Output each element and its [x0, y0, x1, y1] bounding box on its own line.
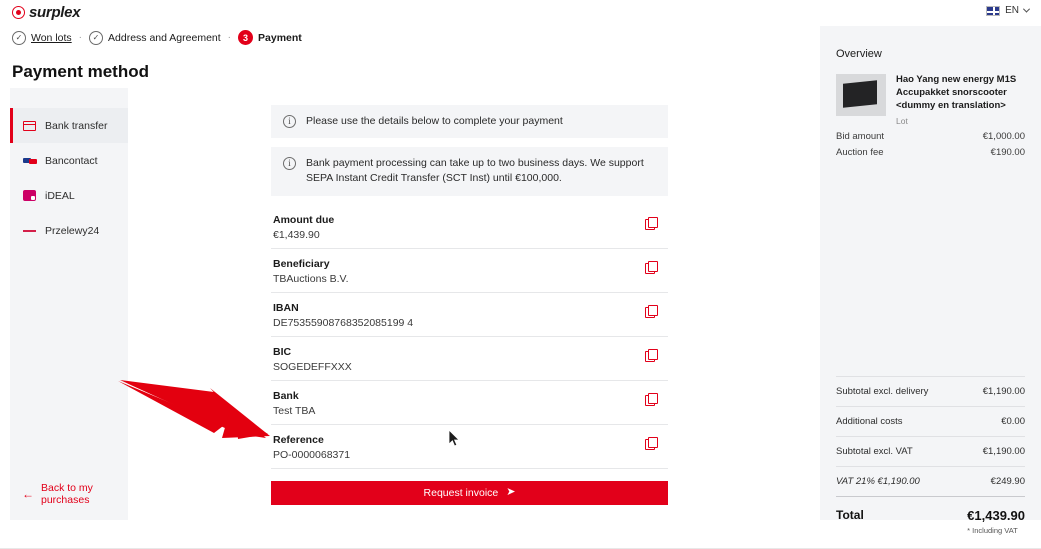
line-value: €1,000.00	[982, 131, 1025, 143]
step-address-agreement[interactable]	[89, 31, 221, 45]
total-row-additional-costs	[836, 406, 1025, 436]
overview-totals	[836, 376, 1025, 544]
grand-total-note: * Including VAT	[967, 526, 1018, 535]
copy-icon[interactable]	[645, 349, 656, 361]
total-value: €249.90	[990, 476, 1025, 487]
sidebar-item-label: Bancontact	[45, 154, 98, 167]
line-value: €190.00	[990, 147, 1025, 159]
lot-name: Hao Yang new energy M1S Accupakket snorscooter <dummy en translation>	[896, 74, 1017, 111]
overview-line-bid-amount	[836, 131, 1025, 142]
back-to-purchases-link[interactable]	[22, 482, 128, 506]
arrow-left-icon: ←	[22, 487, 34, 501]
sidebar-item-bank-transfer[interactable]	[10, 108, 128, 143]
line-label: Auction fee	[836, 147, 884, 159]
breadcrumb-separator: ·	[78, 32, 83, 43]
detail-row-reference	[271, 425, 668, 469]
step-won-lots[interactable]	[12, 31, 72, 45]
line-label: Bid amount	[836, 131, 885, 143]
total-label: Subtotal excl. delivery	[836, 386, 929, 397]
language-label: EN	[1005, 5, 1019, 16]
copy-icon[interactable]	[645, 217, 656, 229]
breadcrumb-separator: ·	[227, 32, 232, 43]
surplex-logo-icon	[12, 6, 25, 19]
brand-logo[interactable]	[12, 4, 80, 21]
site-header	[0, 0, 1041, 26]
detail-label: BIC	[273, 345, 292, 358]
grand-total-label: Total	[836, 508, 864, 522]
total-value: €1,190.00	[982, 386, 1025, 397]
detail-value: €1,439.90	[273, 228, 320, 241]
request-invoice-button[interactable]	[271, 481, 668, 505]
sidebar-item-ideal[interactable]	[10, 178, 128, 213]
step-label[interactable]: Address and Agreement	[108, 31, 221, 44]
total-row-vat	[836, 466, 1025, 496]
total-row-grand	[836, 496, 1025, 544]
notice-text: Please use the details below to complete your payment	[306, 115, 563, 127]
detail-value: DE75355908768352085199 4	[273, 316, 414, 329]
copy-icon[interactable]	[645, 437, 656, 449]
total-label: VAT 21% €1,190.00	[836, 476, 920, 487]
uk-flag-icon	[986, 6, 1000, 16]
page-title: Payment method	[12, 62, 149, 81]
notice-use-details	[271, 105, 668, 138]
detail-row-iban	[271, 293, 668, 337]
info-icon: i	[283, 157, 296, 170]
detail-label: Bank	[273, 389, 299, 402]
step-payment	[238, 30, 302, 45]
back-link-label: Back to my purchases	[41, 482, 93, 506]
sidebar-item-label: Przelewy24	[45, 224, 100, 237]
check-icon: ✓	[12, 31, 26, 45]
overview-lot	[836, 74, 1025, 126]
sidebar-item-label: Bank transfer	[45, 119, 108, 132]
payment-details-panel	[271, 105, 668, 505]
detail-row-bank	[271, 381, 668, 425]
red-pointer-arrow	[118, 376, 278, 442]
detail-label: Amount due	[273, 213, 335, 226]
notice-text: Bank payment processing can take up to two business days. We support SEPA Instant Credit Transfer (SCT Inst) until €100,000.	[306, 157, 644, 185]
request-invoice-label: Request invoice	[423, 486, 499, 499]
bank-transfer-icon	[22, 121, 37, 131]
send-icon: ➤	[506, 486, 516, 499]
detail-label: IBAN	[273, 301, 299, 314]
total-row-subtotal-excl-delivery	[836, 376, 1025, 406]
total-label: Subtotal excl. VAT	[836, 446, 913, 457]
total-value: €1,190.00	[982, 446, 1025, 457]
language-selector[interactable]	[986, 5, 1029, 16]
info-icon: i	[283, 115, 296, 128]
breadcrumb	[12, 30, 302, 45]
ideal-icon	[22, 190, 37, 201]
detail-row-beneficiary	[271, 249, 668, 293]
copy-icon[interactable]	[645, 393, 656, 405]
total-row-subtotal-excl-vat	[836, 436, 1025, 466]
sidebar-item-label: iDEAL	[45, 189, 75, 202]
order-overview-panel	[820, 26, 1041, 535]
step-label[interactable]: Won lots	[31, 31, 72, 44]
lot-thumbnail-image	[836, 74, 886, 116]
detail-row-amount-due	[271, 205, 668, 249]
detail-value: SOGEDEFFXXX	[273, 360, 352, 373]
notice-processing-time	[271, 147, 668, 195]
payment-method-sidebar	[10, 88, 128, 520]
detail-label: Beneficiary	[273, 257, 330, 270]
step-label: Payment	[258, 31, 302, 44]
overview-line-auction-fee	[836, 147, 1025, 158]
przelewy24-icon	[22, 230, 37, 232]
detail-value: TBAuctions B.V.	[273, 272, 349, 285]
detail-label: Reference	[273, 433, 324, 446]
total-label: Additional costs	[836, 416, 903, 427]
detail-value: PO-0000068371	[273, 448, 351, 461]
chevron-down-icon	[1023, 6, 1030, 13]
detail-value: Test TBA	[273, 404, 316, 417]
total-value: €0.00	[1001, 416, 1025, 427]
lot-type: Lot	[896, 116, 908, 127]
overview-title: Overview	[836, 48, 882, 60]
sidebar-item-bancontact[interactable]	[10, 143, 128, 178]
sidebar-item-przelewy24[interactable]	[10, 213, 128, 248]
grand-total-value: €1,439.90	[967, 508, 1025, 523]
copy-icon[interactable]	[645, 305, 656, 317]
brand-name: surplex	[29, 4, 81, 21]
check-icon: ✓	[89, 31, 103, 45]
copy-icon[interactable]	[645, 261, 656, 273]
bancontact-icon	[22, 157, 37, 165]
step-number-badge: 3	[238, 30, 253, 45]
detail-row-bic	[271, 337, 668, 381]
